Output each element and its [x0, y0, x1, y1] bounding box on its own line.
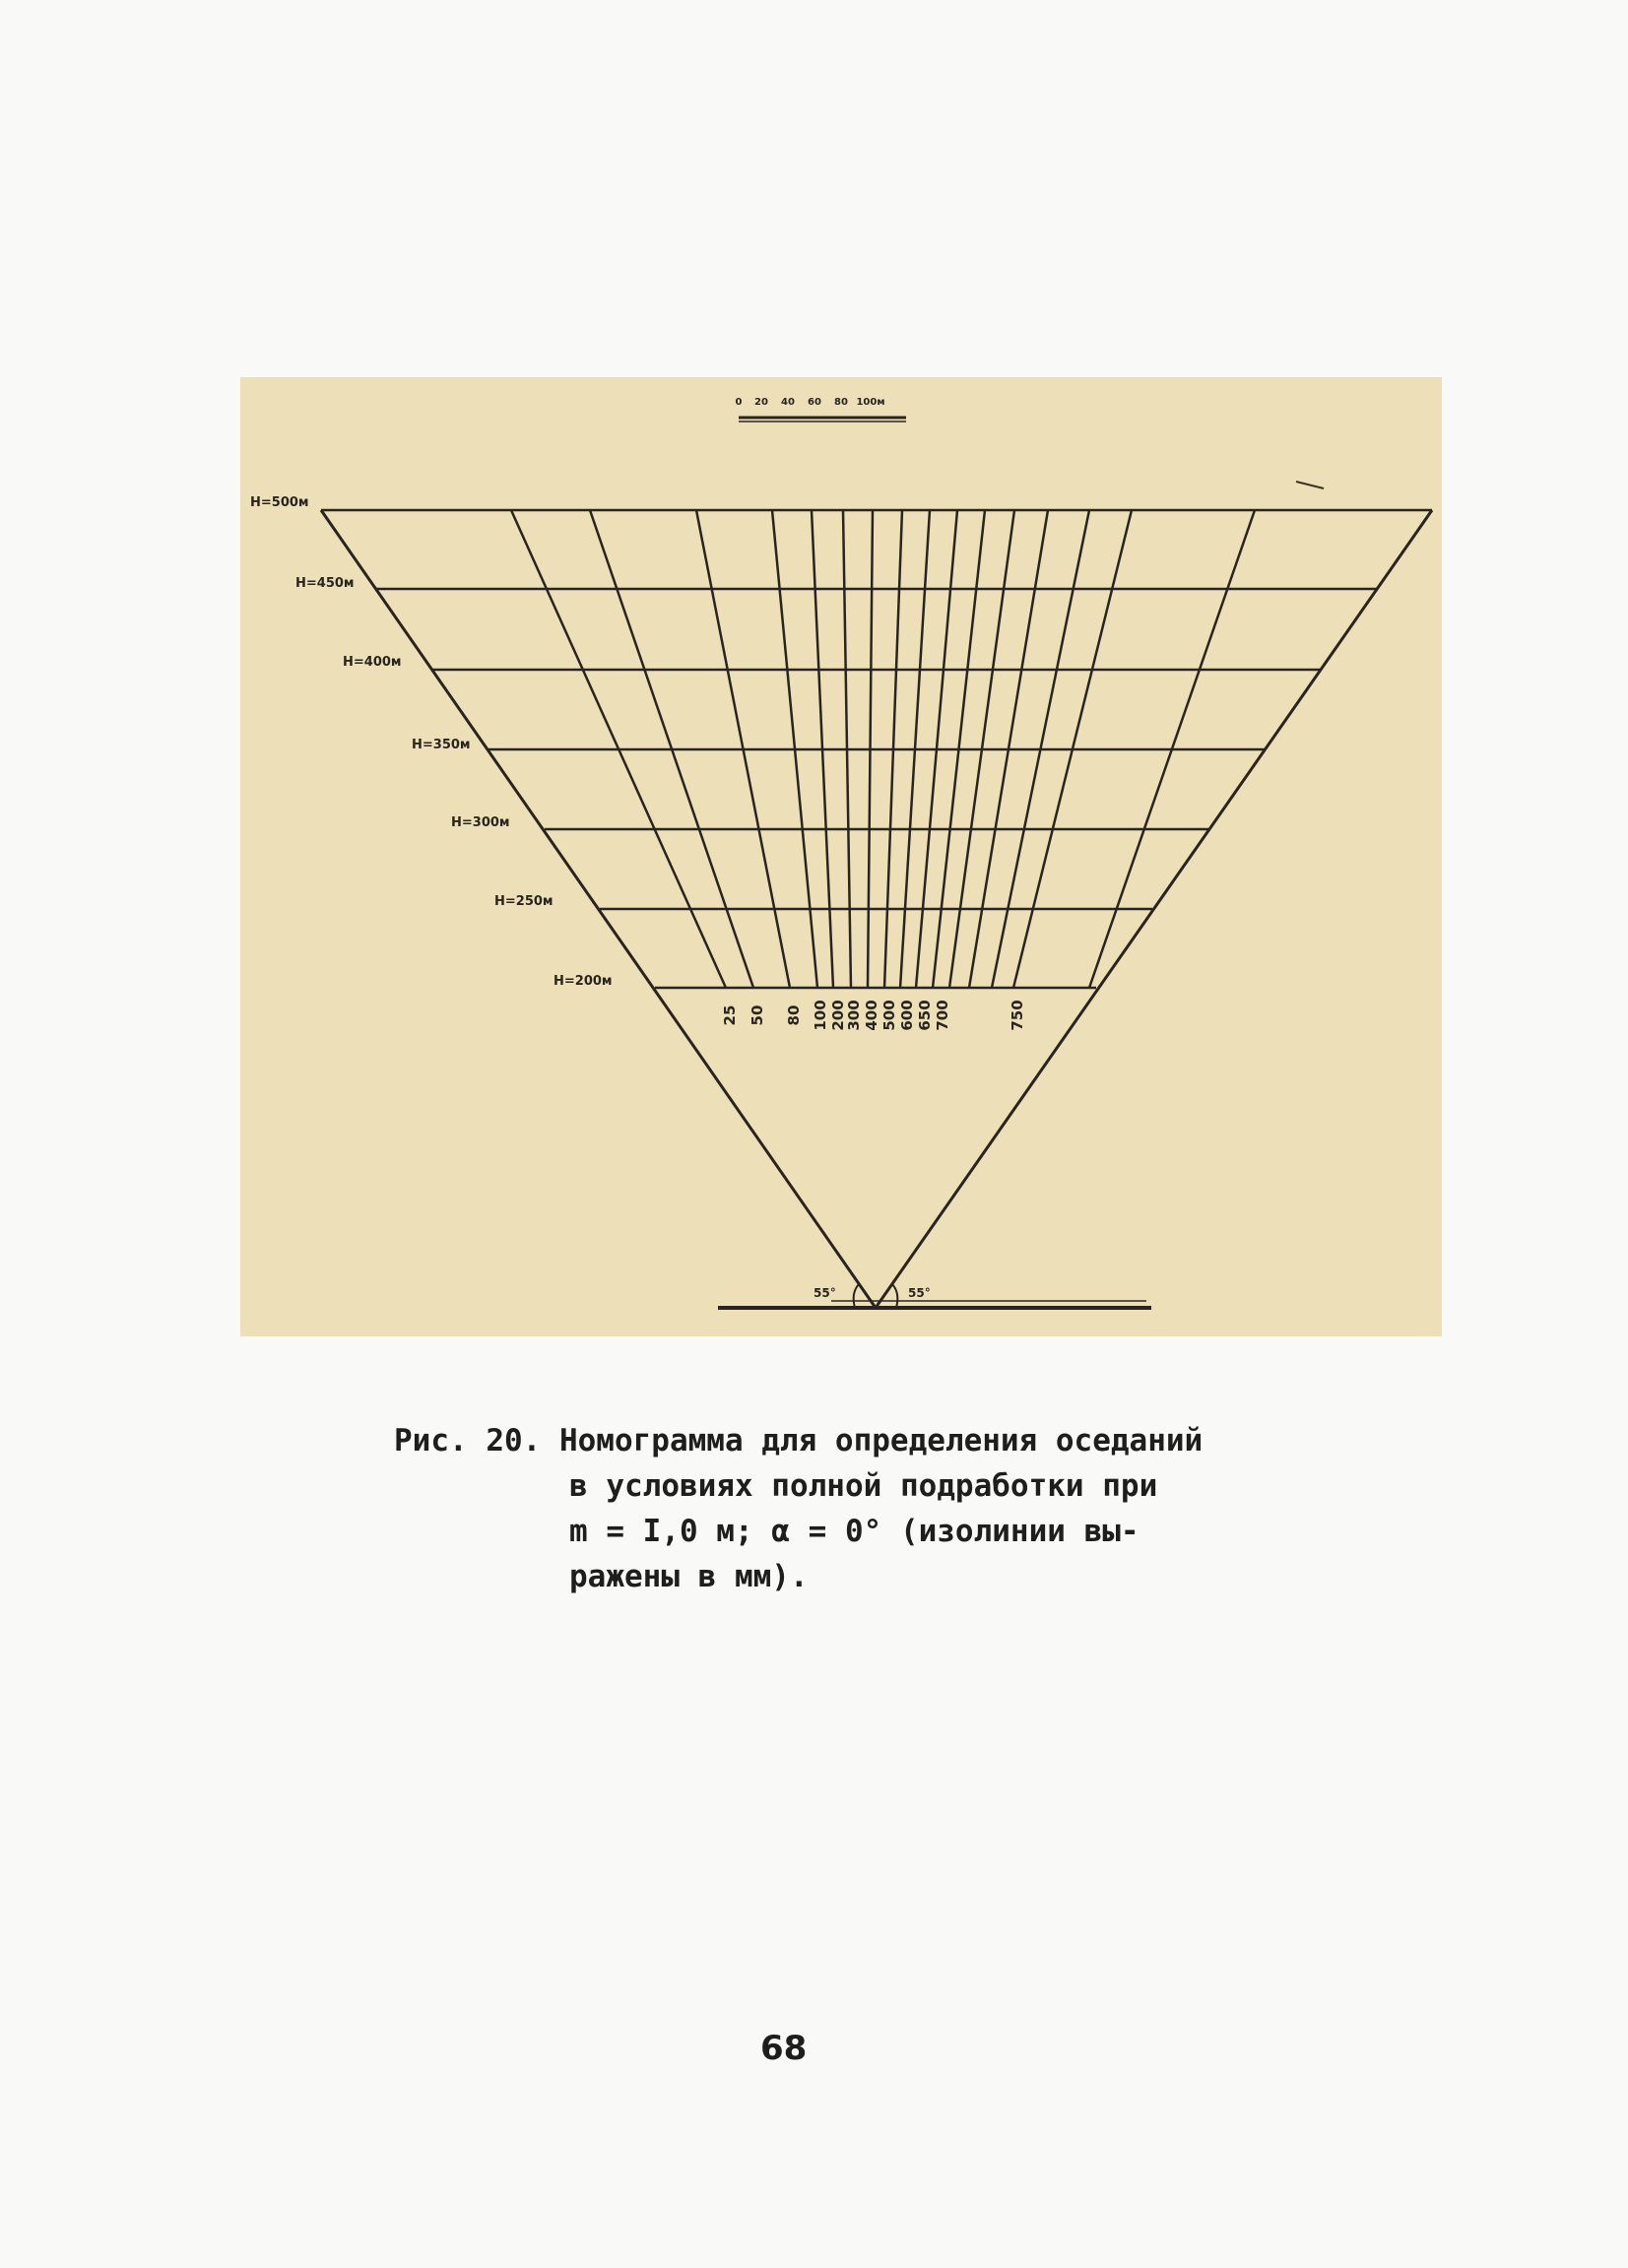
scale-tick-label-60: 60 [808, 397, 821, 408]
isoline-label-300: 300 [845, 1000, 863, 1031]
nomogram-diagram [240, 377, 1442, 1336]
right-angle-label: 55° [908, 1286, 931, 1300]
isoline-label-200: 200 [829, 1000, 847, 1031]
left-angle-arc [854, 1284, 859, 1308]
isoline-label-500: 500 [880, 1000, 898, 1031]
isoline-label-80: 80 [785, 1004, 803, 1026]
scale-tick-label-20: 20 [754, 397, 768, 408]
depth-label-350: H=350м [412, 738, 471, 752]
depth-label-250: H=250м [494, 894, 554, 909]
caption-line-3: m = I,0 м; α = 0° (изолинии вы- [569, 1514, 1140, 1549]
caption-line-4: ражены в мм). [569, 1559, 809, 1594]
isoline-label-600: 600 [898, 1000, 916, 1031]
page-number: 68 [760, 2029, 808, 2068]
depth-label-500: H=500м [250, 495, 309, 510]
scale-tick-label-80: 80 [834, 397, 848, 408]
caption-line-2: в условиях полной подработки при [569, 1468, 1158, 1504]
depth-labels [250, 495, 613, 989]
nomogram-figure [240, 377, 1442, 1336]
isoline-label-50: 50 [749, 1004, 766, 1026]
isoline-label-700: 700 [934, 1000, 951, 1031]
depth-label-400: H=400м [343, 655, 402, 670]
scale-tick-label-40: 40 [781, 397, 795, 408]
isoline-label-750: 750 [1009, 1000, 1026, 1031]
isoline-label-25: 25 [721, 1004, 739, 1026]
right-angle-arc [892, 1284, 897, 1308]
scan-mark [1296, 482, 1324, 488]
isoline-label-100: 100 [812, 1000, 829, 1031]
isoline-label-400: 400 [863, 1000, 880, 1031]
scale-tick-label-0: 0 [735, 397, 743, 408]
isoline-labels [721, 1000, 1026, 1030]
isoline-label-650: 650 [916, 1000, 934, 1031]
caption-line-1: Рис. 20. Номограмма для определения оседаний [394, 1423, 1204, 1458]
depth-label-300: H=300м [451, 815, 510, 830]
depth-label-450: H=450м [295, 576, 355, 591]
scale-tick-label-100: 100м [856, 397, 885, 408]
depth-label-200: H=200м [554, 974, 613, 989]
scale-bar [736, 397, 906, 421]
left-angle-label: 55° [814, 1286, 836, 1300]
